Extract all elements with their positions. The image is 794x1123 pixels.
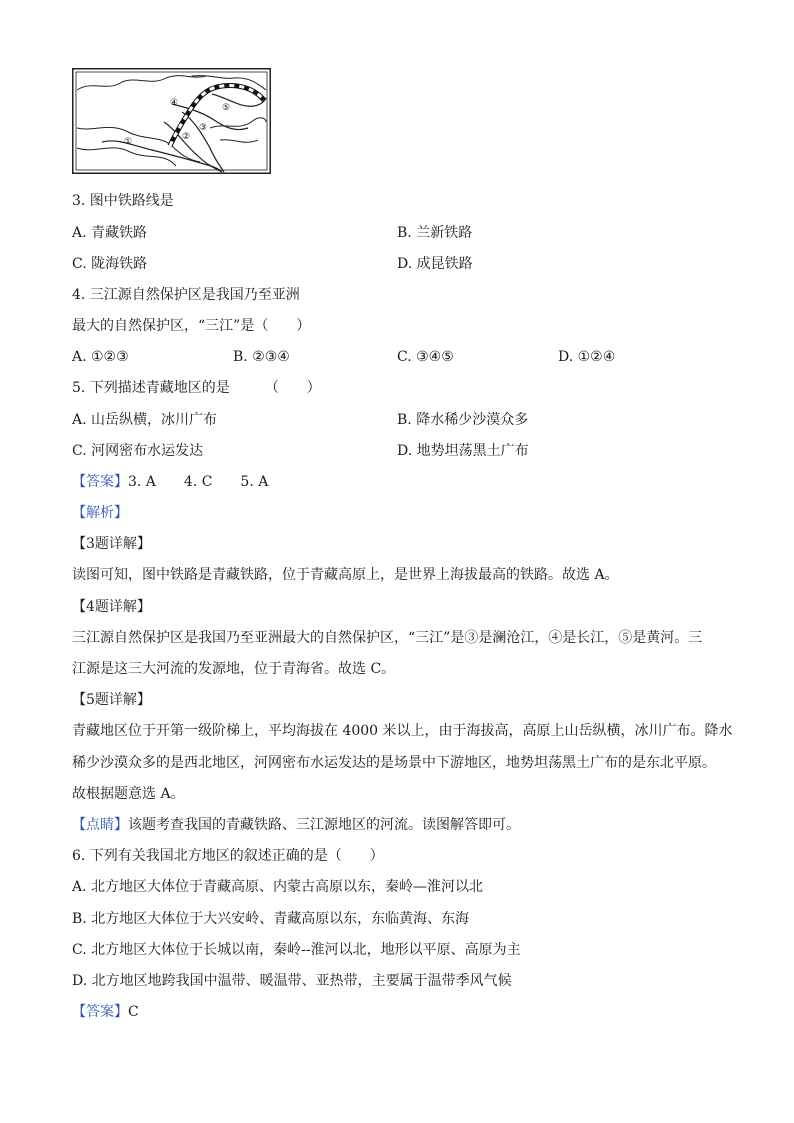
question-5-stem: 5. 下列描述青藏地区的是 （ ） (72, 380, 321, 396)
detail-5-text-line1: 青藏地区位于开第一级阶梯上，平均海拔在 4000 米以上，由于海拔高，高原上山岳纵横，冰川广布。降水 (72, 723, 733, 739)
map-label-4: ④ (170, 98, 179, 108)
map-label-5: ⑤ (222, 103, 231, 113)
answer-2-tag: 【答案】 (72, 1004, 128, 1020)
detail-4-text-line2: 江源是这三大河流的发源地，位于青海省。故选 C。 (72, 661, 396, 677)
map-label-2: ② (182, 132, 191, 142)
answer-line-2 (72, 1003, 139, 1021)
q5-option-a: A. 山岳纵横，冰川广布 (72, 412, 218, 428)
answer-2-text: C (128, 1004, 139, 1020)
q3-option-a: A. 青藏铁路 (72, 225, 148, 241)
q6-option-a: A. 北方地区大体位于青藏高原、内蒙古高原以东，秦岭—淮河以北 (72, 879, 484, 895)
q4-option-d: D. ①②④ (558, 349, 616, 365)
comment-tag: 【点睛】 (72, 817, 128, 833)
q4-option-c: C. ③④⑤ (397, 349, 454, 365)
railway-map (72, 68, 271, 174)
q6-option-c: C. 北方地区大体位于长城以南，秦岭--淮河以北，地形以平原、高原为主 (72, 942, 521, 958)
detail-3-text: 读图可知，图中铁路是青藏铁路，位于青藏高原上，是世界上海拔最高的铁路。故选 A。 (72, 567, 619, 583)
analysis-tag: 【解析】 (72, 505, 128, 521)
q5-option-d: D. 地势坦荡黑土广布 (397, 443, 529, 459)
q3-option-b: B. 兰新铁路 (397, 225, 473, 241)
q4-option-a: A. ①②③ (72, 349, 129, 365)
q3-option-d: D. 成昆铁路 (397, 256, 473, 272)
detail-5-heading: 【5题详解】 (72, 692, 151, 708)
question-4-stem-line1: 4. 三江源自然保护区是我国乃至亚洲 (72, 287, 300, 303)
comment-text: 该题考查我国的青藏铁路、三江源地区的河流。读图解答即可。 (128, 817, 520, 833)
detail-4-text-line1: 三江源自然保护区是我国乃至亚洲最大的自然保护区，“三江”是③是澜沧江，④是长江，⑤是黄河。三 (72, 630, 703, 646)
question-4-stem-line2: 最大的自然保护区，“三江”是（ ） (72, 318, 311, 334)
q6-option-b: B. 北方地区大体位于大兴安岭、青藏高原以东，东临黄海、东海 (72, 911, 470, 927)
comment-line (72, 816, 520, 834)
question-6-stem: 6. 下列有关我国北方地区的叙述正确的是（ ） (72, 848, 384, 864)
q5-option-b: B. 降水稀少沙漠众多 (397, 412, 529, 428)
detail-5-text-line2: 稀少沙漠众多的是西北地区，河网密布水运发达的是场景中下游地区，地势坦荡黑土广布的是东北平原。 (72, 755, 716, 771)
detail-4-heading: 【4题详解】 (72, 599, 151, 615)
analysis-heading (72, 504, 128, 522)
map-label-1: ① (124, 137, 133, 147)
detail-5-text-line3: 故根据题意选 A。 (72, 786, 185, 802)
question-3-stem: 3. 图中铁路线是 (72, 193, 174, 209)
detail-3-heading: 【3题详解】 (72, 536, 151, 552)
answer-line-1 (72, 473, 268, 491)
answer-text: 3. A 4. C 5. A (128, 474, 269, 490)
q4-option-b: B. ②③④ (233, 349, 290, 365)
q5-option-c: C. 河网密布水运发达 (72, 443, 204, 459)
map-label-3: ③ (199, 123, 208, 133)
answer-tag: 【答案】 (72, 474, 128, 490)
q6-option-d: D. 北方地区地跨我国中温带、暖温带、亚热带，主要属于温带季风气候 (72, 973, 512, 989)
q3-option-c: C. 陇海铁路 (72, 256, 148, 272)
